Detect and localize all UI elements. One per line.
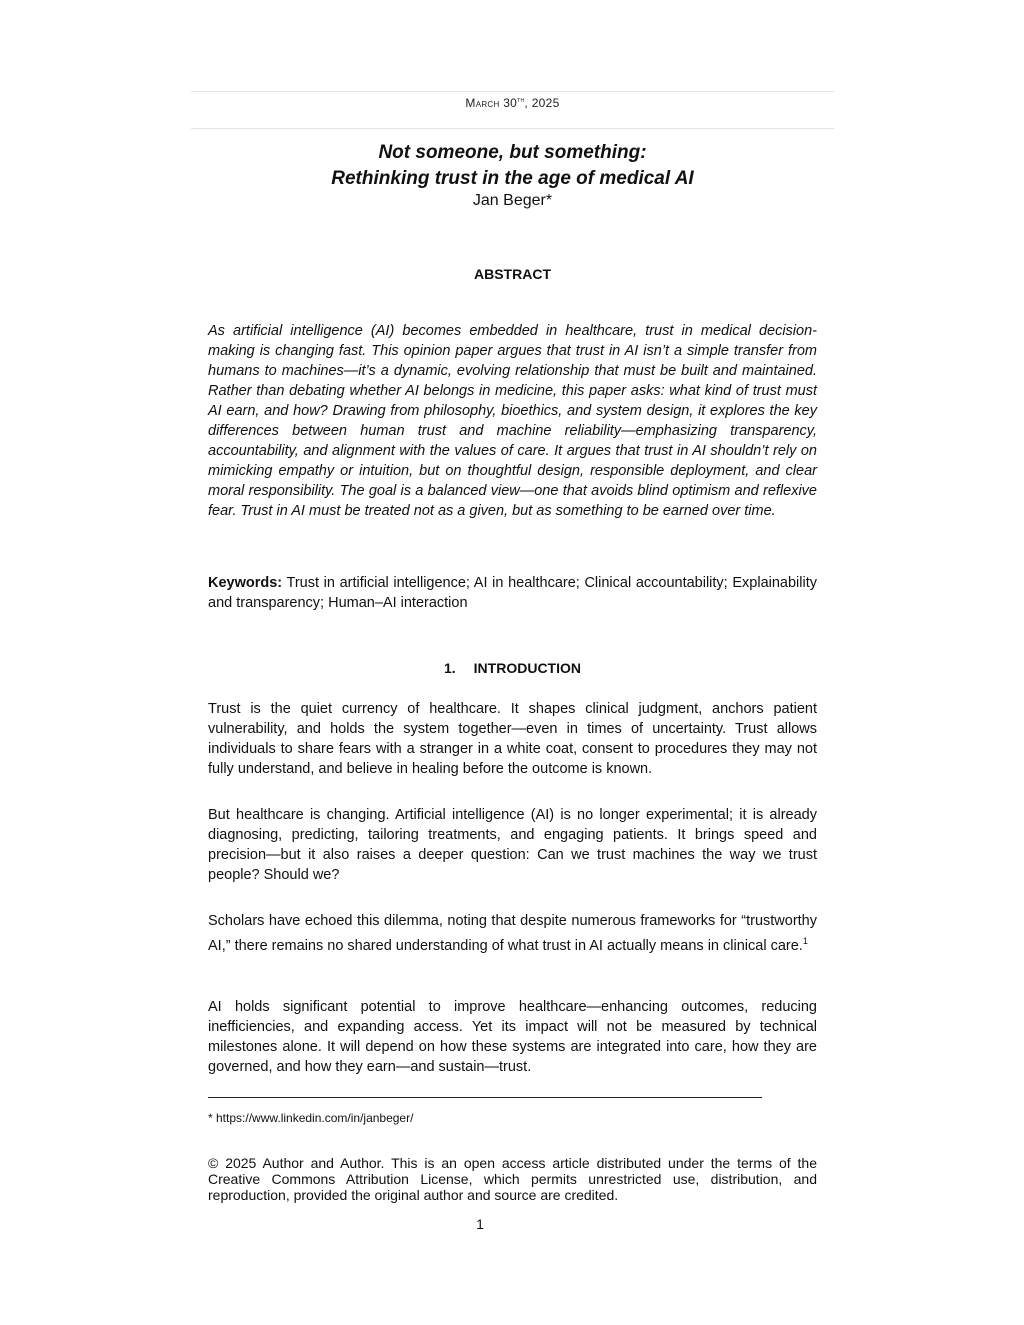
- intro-paragraph-3: [208, 911, 817, 956]
- intro-heading: [191, 660, 834, 676]
- paper-title: [191, 140, 834, 192]
- citation-ref-1[interactable]: 1: [802, 936, 808, 946]
- header-bottom-rule: [191, 128, 834, 129]
- section-title: INTRODUCTION: [473, 660, 581, 676]
- license-notice: © 2025 Author and Author. This is an open access article distributed under the terms of the Creative Commons Attribution License, which permits unrestricted use, distribution, and reproduction, provided the original author and source are credited.: [208, 1155, 817, 1203]
- header-top-rule: [191, 91, 834, 92]
- title-line-2: Rethinking trust in the age of medical AI: [331, 168, 694, 189]
- keywords: [208, 573, 817, 613]
- date-year: , 2025: [524, 96, 560, 110]
- keywords-label: Keywords:: [208, 575, 283, 591]
- intro-paragraph-1: Trust is the quiet currency of healthcare. It shapes clinical judgment, anchors patient vulnerability, and holds the system together—even in times of uncertainty. Trust allows individuals to share fears with a stranger in a white coat, consent to procedures they may not fully understand, and believe in healing before the outcome is known.: [208, 701, 817, 777]
- intro-paragraph-3-text: Scholars have echoed this dilemma, noting that despite numerous frameworks for “trustworthy AI,” there remains no shared understanding of what trust in AI actually means in clinical care.: [208, 913, 817, 954]
- intro-paragraph-4: AI holds significant potential to improve healthcare—enhancing outcomes, reducing inefficiencies, and expanding access. Yet its impact will not be measured by technical milestones alone. It will depend on how these systems are integrated into care, how they are governed, and how they earn—and sustain—trust.: [208, 999, 817, 1075]
- section-number: 1.: [443, 660, 456, 676]
- author-name: Jan Beger*: [472, 192, 553, 209]
- publication-date: [191, 96, 834, 110]
- footnote-divider: [208, 1097, 762, 1098]
- intro-paragraph-2: But healthcare is changing. Artificial intelligence (AI) is no longer experimental; it is already diagnosing, predicting, tailoring treatments, and engaging patients. It brings speed and precision—but it also raises a deeper question: Can we trust machines the way we trust people? Should we?: [208, 807, 817, 883]
- date-month: March 30: [465, 96, 518, 110]
- page-number: 1: [476, 1216, 484, 1232]
- date-suffix: th: [517, 97, 525, 104]
- abstract-text: As artificial intelligence (AI) becomes embedded in healthcare, trust in medical decision-making is changing fast. This opinion paper argues that trust in AI isn’t a simple transfer from humans to machines—it’s a dynamic, evolving relationship that must be built and maintained. Rather than debating whether AI belongs in medicine, this paper asks: what kind of trust must AI earn, and how? Drawing from philosophy, bioethics, and system design, it explores the key differences between human trust and machine reliability—emphasizing transparency, accountability, and alignment with the values of care. It argues that trust in AI shouldn’t rely on mimicking empathy or intuition, but on thoughtful design, responsible deployment, and clear moral responsibility. The goal is a balanced view—one that avoids blind optimism and reflexive fear. Trust in AI must be treated not as a given, but as something to be earned over time.: [208, 323, 817, 519]
- keywords-text: Trust in artificial intelligence; AI in healthcare; Clinical accountability; Explainability and transparency; Human–AI interaction: [208, 575, 817, 611]
- author-footnote-link[interactable]: * https://www.linkedin.com/in/janbeger/: [208, 1111, 414, 1125]
- title-line-1: Not someone, but something:: [378, 142, 647, 163]
- abstract-heading: ABSTRACT: [474, 266, 551, 282]
